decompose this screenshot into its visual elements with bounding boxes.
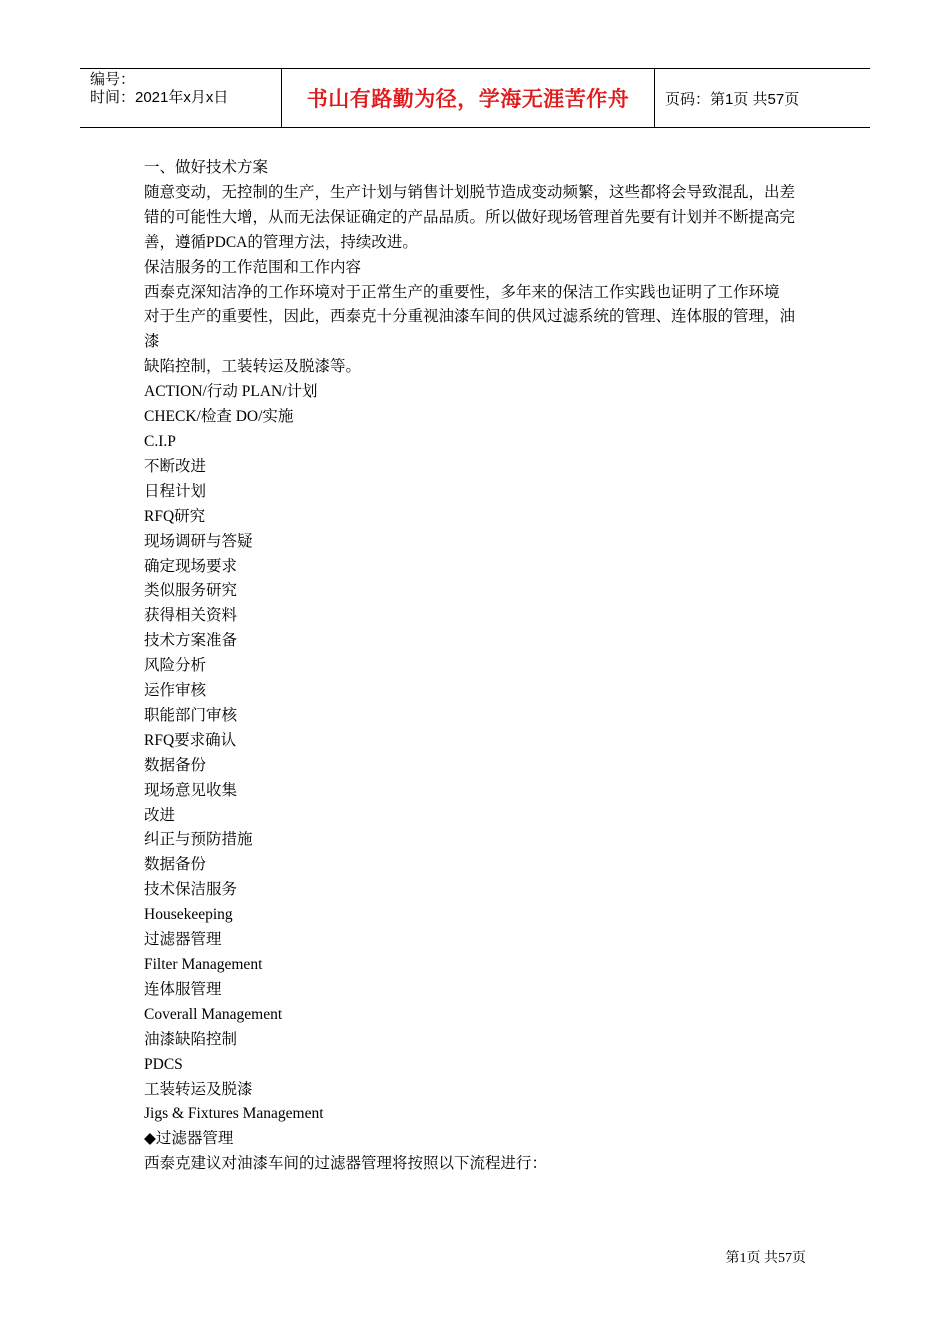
body-line: Coverall Management — [144, 1005, 283, 1023]
header-motto: 书山有路勤为径，学海无涯苦作舟 — [282, 69, 655, 127]
body-line: 现场意见收集 — [144, 781, 238, 799]
body-line: 风险分析 — [144, 657, 207, 675]
body-line: 不断改进 — [144, 457, 207, 475]
body-line: 现场调研与答疑 — [144, 532, 253, 550]
body-line: 数据备份 — [144, 856, 207, 874]
body-line: 随意变动，无控制的生产，生产计划与销售计划脱节造成变动频繁，这些都将会导致混乱，出差错的可能性大增，从而无法保证确定的产品品质。所以做好现场管理首先要有计划并不断提高完 — [144, 183, 796, 226]
body-line: 数据备份 — [144, 756, 207, 774]
body-line: 缺陷控制，工装转运及脱漆等。 — [144, 358, 362, 376]
body-line: 职能部门审核 — [144, 706, 238, 724]
body-line: 改进 — [144, 806, 176, 824]
body-line: PDCS — [144, 1055, 183, 1073]
document-body — [144, 156, 808, 1177]
page-footer: 第1页 共57页 — [725, 1251, 806, 1266]
header-info-cell — [80, 69, 282, 127]
body-line: 保洁服务的工作范围和工作内容 — [144, 258, 362, 276]
body-line: 日程计划 — [144, 482, 207, 500]
body-line: 技术方案准备 — [144, 632, 238, 650]
page-header — [80, 68, 870, 128]
body-line: CHECK/检查 DO/实施 — [144, 408, 294, 426]
body-line: ◆过滤器管理 — [144, 1130, 234, 1148]
body-line: C.I.P — [144, 432, 176, 450]
document-number-label: 编号： — [90, 71, 136, 88]
body-line: 工装转运及脱漆 — [144, 1080, 253, 1098]
body-line: Filter Management — [144, 956, 263, 973]
body-line: 确定现场要求 — [144, 557, 238, 575]
body-line: 一、做好技术方案 — [144, 159, 269, 176]
body-line: 技术保洁服务 — [144, 881, 238, 899]
body-line: 获得相关资料 — [144, 607, 238, 625]
body-line: 纠正与预防措施 — [144, 831, 253, 849]
body-line: 运作审核 — [144, 682, 207, 700]
body-line: RFQ要求确认 — [144, 731, 237, 749]
body-line: 西泰克建议对油漆车间的过滤器管理将按照以下流程进行： — [144, 1155, 548, 1173]
header-page-code: 页码：第1页 共57页 — [665, 90, 800, 108]
body-line: 连体服管理 — [144, 980, 222, 998]
body-line: 类似服务研究 — [144, 582, 238, 600]
body-line: RFQ研究 — [144, 507, 206, 525]
body-line: 善，遵循PDCA的管理方法，持续改进。 — [144, 233, 418, 251]
body-line: 对于生产的重要性，因此，西泰克十分重视油漆车间的供风过滤系统的管理、连体服的管理，油漆 — [144, 308, 796, 351]
document-date-label: 时间：2021年x月x日 — [90, 89, 229, 106]
body-line: ACTION/行动 PLAN/计划 — [144, 383, 318, 401]
body-line: 油漆缺陷控制 — [144, 1030, 238, 1048]
body-line: Housekeeping — [144, 906, 233, 924]
body-line: 西泰克深知洁净的工作环境对于正常生产的重要性，多年来的保洁工作实践也证明了工作环境 — [144, 283, 780, 301]
body-line: 过滤器管理 — [144, 931, 222, 949]
body-line: Jigs & Fixtures Management — [144, 1105, 324, 1123]
